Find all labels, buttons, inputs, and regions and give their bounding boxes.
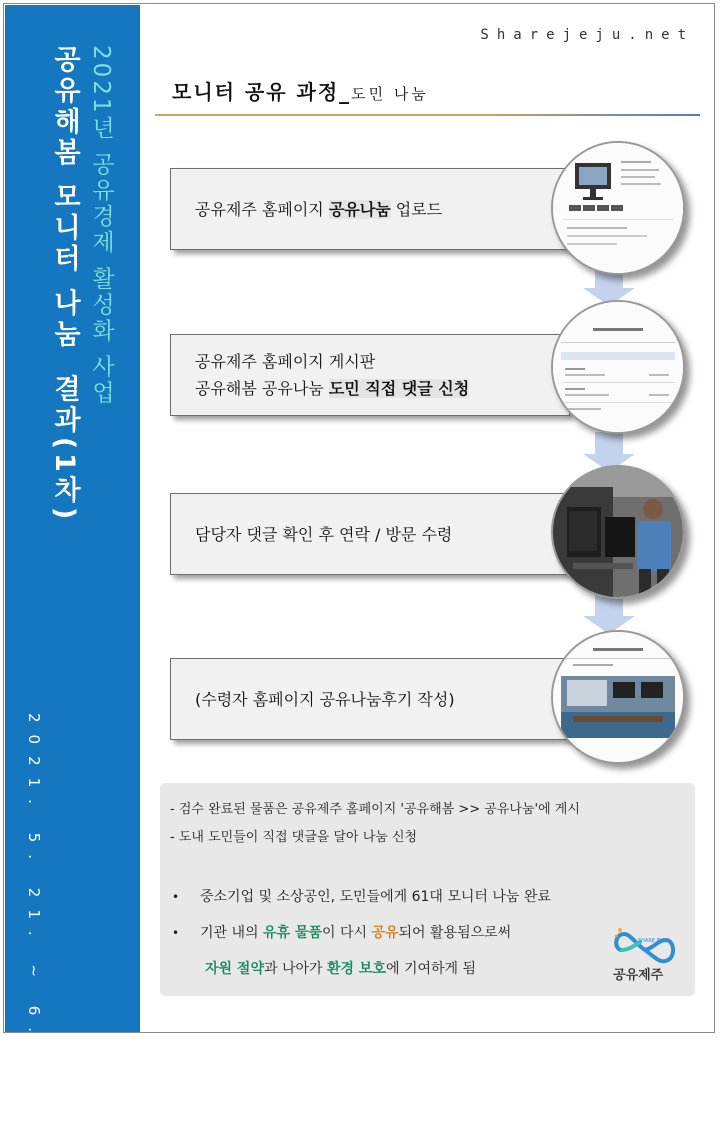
screenshot-board-image xyxy=(551,300,685,434)
sidebar xyxy=(5,5,140,1121)
pickup-photo xyxy=(551,465,685,599)
screenshot-upload-image xyxy=(551,141,685,275)
step-2-line1: 공유제주 홈페이지 게시판 xyxy=(195,352,376,371)
sidebar-main-title-b: 결과(1차) xyxy=(49,374,80,524)
highlight-green: 자원 절약 xyxy=(205,961,264,977)
step-1-prefix: 공유제주 홈페이지 xyxy=(195,199,329,219)
step-2-line2 xyxy=(195,375,569,402)
sidebar-project-title: 2021년 공유경제 활성화 사업 xyxy=(88,45,114,407)
result-bullet xyxy=(172,922,511,942)
step-3-text: 담당자 댓글 확인 후 연락 / 방문 수령 xyxy=(195,524,453,544)
sidebar-main-title-a: 공유해봄 모니터 나눔 xyxy=(49,45,80,351)
step-2-highlight: 도민 직접 댓글 신청 xyxy=(328,379,470,398)
highlight-green: 유휴 물품 xyxy=(263,925,322,941)
page-title-main: 모니터 공유 과정 xyxy=(172,80,340,104)
title-separator: _ xyxy=(339,80,352,104)
title-underline xyxy=(155,114,700,116)
highlight-green: 환경 보호 xyxy=(326,961,386,977)
step-1-suffix: 업로드 xyxy=(390,199,443,219)
logo-text: 공유제주 xyxy=(613,968,664,983)
step-4-text: (수령자 홈페이지 공유나눔후기 작성) xyxy=(195,689,455,709)
step-2-prefix: 공유해봄 공유나눔 xyxy=(195,379,329,398)
step-1-highlight: 공유나눔 xyxy=(328,199,391,219)
review-screenshot-image xyxy=(551,630,685,764)
logo-badge-text: SHARE JEJU xyxy=(638,938,667,944)
site-url: Sharejeju.net xyxy=(480,27,694,43)
down-arrow-icon xyxy=(583,594,635,634)
bullet-dot: • xyxy=(172,926,180,940)
result-text: 되어 활용됨으로써 xyxy=(398,925,512,941)
result-bullet-continuation xyxy=(205,958,476,978)
result-bullet xyxy=(172,886,551,906)
sidebar-date: 2021. 5. 21. ~ 6. 24. xyxy=(25,713,43,1121)
process-step-2 xyxy=(170,334,570,416)
result-text: 중소기업 및 소상공인, 도민들에게 61대 모니터 나눔 완료 xyxy=(200,889,551,905)
process-step-1 xyxy=(170,168,570,250)
page-subtitle: 도민 나눔 xyxy=(351,85,429,103)
result-text: 이 다시 xyxy=(321,925,372,941)
process-step-3 xyxy=(170,493,570,575)
process-step-4 xyxy=(170,658,570,740)
result-text: 과 나아가 xyxy=(263,961,327,977)
highlight-orange: 공유 xyxy=(371,925,399,941)
result-text: 에 기여하게 됨 xyxy=(385,961,477,977)
result-text: 기관 내의 xyxy=(200,925,263,941)
sidebar-main-title xyxy=(45,45,84,523)
page-title xyxy=(172,76,429,105)
note-item: - 도내 도민들이 직접 댓글을 달아 나눔 신청 xyxy=(170,830,418,845)
bullet-dot: • xyxy=(172,890,180,904)
step-1-text xyxy=(195,196,569,223)
note-item: - 검수 완료된 물품은 공유제주 홈페이지 '공유해봄 >> 공유나눔'에 게시 xyxy=(170,802,580,817)
